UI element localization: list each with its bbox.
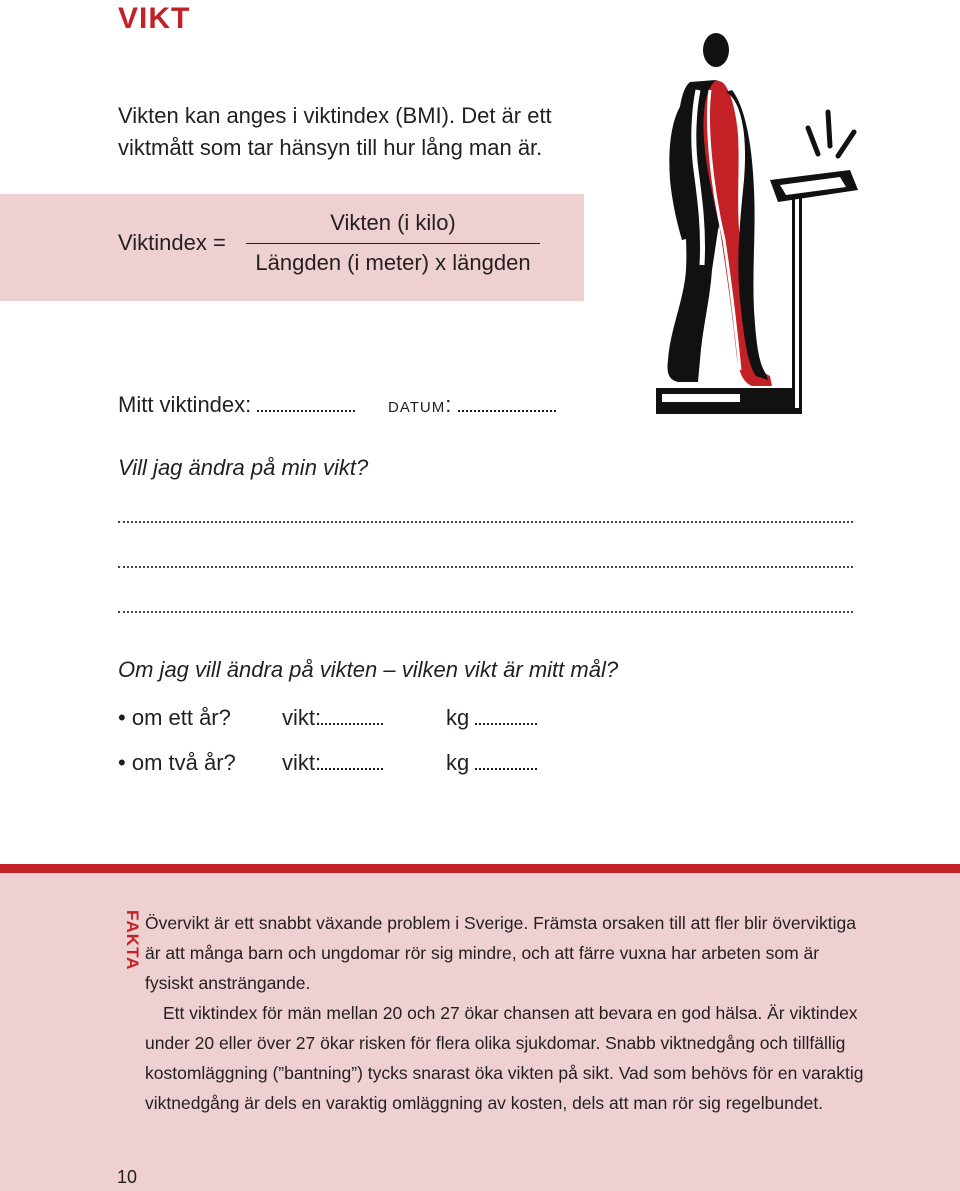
intro-line-2: viktmått som tar hänsyn till hur lång man är. bbox=[118, 135, 543, 160]
fakta-top-strip bbox=[0, 864, 960, 873]
goal-unit-label: kg bbox=[446, 750, 470, 775]
answer-line-3[interactable] bbox=[118, 611, 853, 613]
question-goal-weight: Om jag vill ändra på vikten – vilken vikt är mitt mål? bbox=[118, 657, 619, 682]
goal-weight-1 bbox=[282, 705, 383, 731]
my-index-field[interactable] bbox=[257, 406, 355, 412]
goal-unit-1 bbox=[446, 705, 537, 731]
goal-bullet: • bbox=[118, 750, 126, 775]
formula-denominator: Längden (i meter) x längden bbox=[255, 250, 531, 275]
goal-weight-field[interactable] bbox=[321, 764, 383, 770]
date-field[interactable] bbox=[458, 406, 556, 412]
my-index-row bbox=[118, 392, 355, 418]
intro-text bbox=[118, 100, 618, 164]
goal-unit-label: kg bbox=[446, 705, 470, 730]
page-number: 10 bbox=[117, 1167, 138, 1187]
goal-row-1 bbox=[118, 705, 231, 731]
goal-period: om ett år? bbox=[131, 705, 231, 730]
goal-row-2 bbox=[118, 750, 236, 776]
fakta-text bbox=[145, 908, 865, 1118]
goal-weight-label: vikt: bbox=[282, 705, 322, 730]
date-row bbox=[388, 392, 556, 418]
goal-weight-label: vikt: bbox=[282, 750, 322, 775]
formula-label: Viktindex = bbox=[118, 230, 226, 255]
fakta-label: FAKTA bbox=[123, 910, 142, 971]
formula-numerator: Vikten (i kilo) bbox=[330, 210, 456, 235]
fakta-paragraph-1: Övervikt är ett snabbt växande problem i Sverige. Främsta orsaken till att fler blir överviktiga är att många barn och ungdomar rör sig mindre, och att färre vuxna har arbeten som är fysiskt ansträngande. bbox=[145, 913, 856, 993]
goal-period: om två år? bbox=[131, 750, 236, 775]
date-label: datum: bbox=[388, 392, 453, 417]
page-title: VIKT bbox=[118, 2, 191, 35]
question-change-weight: Vill jag ändra på min vikt? bbox=[118, 455, 369, 480]
intro-line-1: Vikten kan anges i viktindex (BMI). Det är ett bbox=[118, 103, 552, 128]
answer-line-1[interactable] bbox=[118, 521, 853, 523]
person-on-scale-illustration bbox=[640, 30, 870, 425]
fakta-paragraph-2: Ett viktindex för män mellan 20 och 27 ökar chansen att bevara en god hälsa. Är viktindex under 20 eller över 27 ökar risken för flera olika sjukdomar. Snabb viktnedgång och tillfällig kostomläggning (”bantning”) tycks snarast öka vikten på sikt. Vad som behövs för en varaktig viktnedgång är dels en varaktig omläggning av kosten, dels att man rör sig regelbundet. bbox=[145, 1003, 864, 1113]
goal-unit-2 bbox=[446, 750, 537, 776]
answer-line-2[interactable] bbox=[118, 566, 853, 568]
my-index-label: Mitt viktindex: bbox=[118, 392, 252, 417]
goal-unit-field[interactable] bbox=[475, 719, 537, 725]
goal-weight-field[interactable] bbox=[321, 719, 383, 725]
fraction-bar bbox=[246, 243, 540, 244]
goal-unit-field[interactable] bbox=[475, 764, 537, 770]
goal-bullet: • bbox=[118, 705, 126, 730]
goal-weight-2 bbox=[282, 750, 383, 776]
